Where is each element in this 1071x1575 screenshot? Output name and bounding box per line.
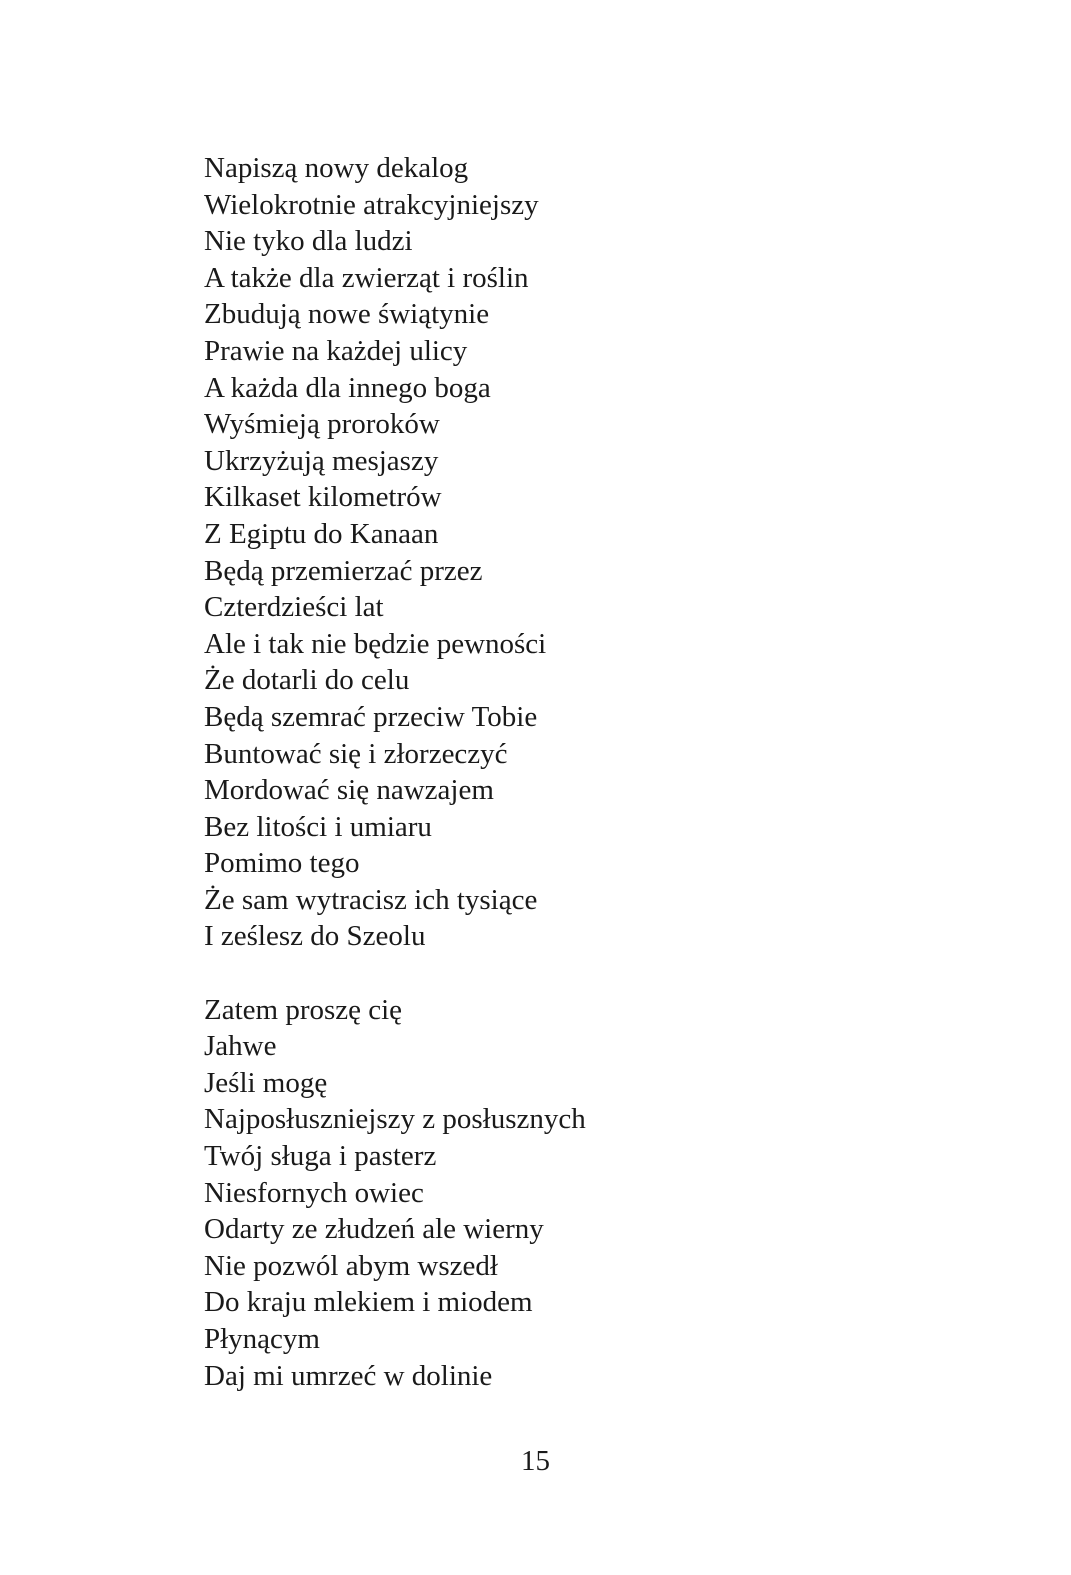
poem-line: Będą przemierzać przez [204,554,483,587]
poem-line: Że sam wytracisz ich tysiące [204,883,538,916]
poem-line: Zatem proszę cię [204,993,403,1026]
poem-line: Nie tyko dla ludzi [204,225,413,258]
poem-line: Wielokrotnie atrakcyjniejszy [204,188,539,221]
stanza-break [204,955,586,992]
poem [204,150,586,1394]
poem-line: Płynącym [204,1323,320,1355]
poem-line: Z Egiptu do Kanaan [204,517,439,550]
stanza-2 [204,992,586,1395]
poem-line: Odarty ze złudzeń ale wierny [204,1213,544,1246]
poem-line: Bez litości i umiaru [204,810,432,843]
poem-line: Buntować się i złorzeczyć [204,737,508,770]
poem-line: Czterdzieści lat [204,591,384,624]
poem-line: Zbudują nowe świątynie [204,298,490,331]
poem-line: Prawie na każdej ulicy [204,334,468,367]
poem-line: Jahwe [204,1030,277,1063]
page-number: 15 [521,1445,550,1477]
poem-line: A także dla zwierząt i roślin [204,261,529,294]
poem-line: Do kraju mlekiem i miodem [204,1286,533,1319]
poem-line: Daj mi umrzeć w dolinie [204,1359,493,1392]
poem-line: Nie pozwól abym wszedł [204,1249,498,1282]
poem-line: Będą szemrać przeciw Tobie [204,700,538,733]
poem-line: Napiszą nowy dekalog [204,152,469,184]
poem-line: Pomimo tego [204,847,360,880]
stanza-1 [204,150,586,955]
poem-line: I ześlesz do Szeolu [204,920,426,953]
poem-line: Że dotarli do celu [204,664,410,697]
poem-line: Kilkaset kilometrów [204,481,442,514]
poem-line: Niesfornych owiec [204,1176,424,1209]
poem-line: Wyśmieją proroków [204,408,440,441]
poem-line: Jeśli mogę [204,1066,328,1099]
poem-line: Ukrzyżują mesjaszy [204,444,439,477]
poem-line: Twój sługa i pasterz [204,1140,437,1173]
poem-line: A każda dla innego boga [204,371,491,404]
poem-line: Ale i tak nie będzie pewności [204,627,547,660]
poem-line: Najposłuszniejszy z posłusznych [204,1103,586,1136]
poem-line: Mordować się nawzajem [204,774,494,807]
